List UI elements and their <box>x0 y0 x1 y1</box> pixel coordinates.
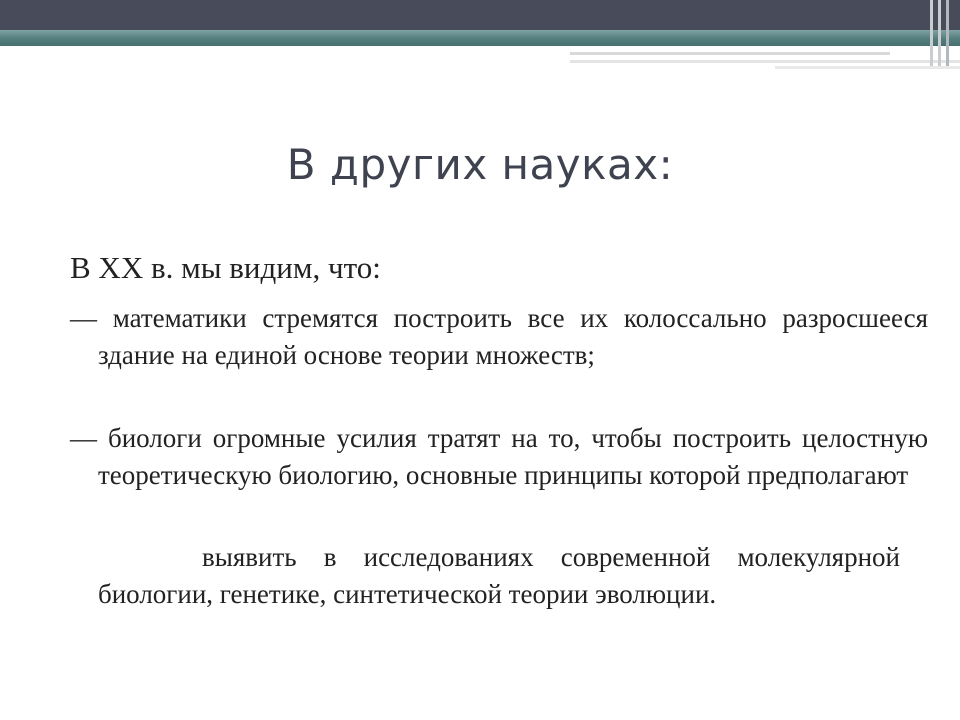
header-accent-stripe <box>938 0 941 66</box>
paragraph-continuation: выявить в исследованиях современной молекулярной биологии, генетике, синтетической теории эволюции. <box>98 542 900 609</box>
header-band-dark <box>0 0 960 30</box>
header-accent-line <box>570 52 890 55</box>
header-accent-line <box>570 60 960 63</box>
header-accent-stripe <box>930 0 933 66</box>
header-band-teal <box>0 30 960 46</box>
paragraph-mathematicians: — математики стремятся построить все их колоссально разросшееся здание на единой основе теории множеств; <box>70 303 928 370</box>
intro-text: В XX в. мы видим, что: <box>70 250 381 285</box>
paragraph-biologists: — биологи огромные усилия тратят на то, чтобы построить целостную теоретическую биологию, основные принципы которой предполагают <box>70 423 928 490</box>
slide-title: В других науках: <box>286 140 674 189</box>
header-accent-stripe <box>946 0 949 66</box>
header-accent-line <box>775 66 960 69</box>
